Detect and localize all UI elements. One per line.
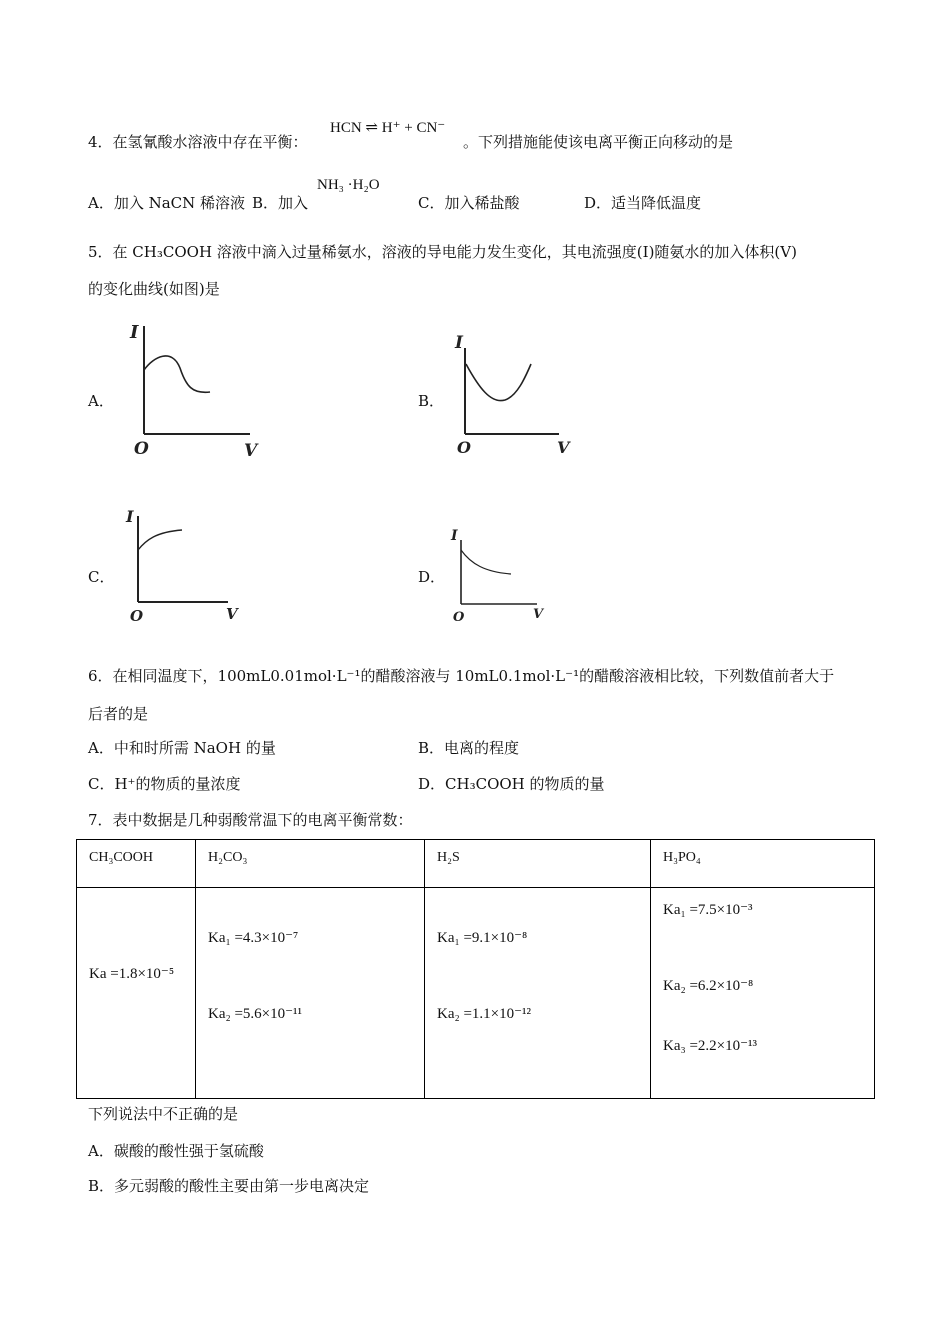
- table-cell-h2s: [425, 888, 651, 1099]
- q4-equation: HCN ⇌ H⁺ + CN⁻: [330, 120, 446, 136]
- q4-suffix: 。下列措施能使该电离平衡正向移动的是: [463, 133, 734, 151]
- q4-option-a: A．加入 NaCN 稀溶液: [88, 194, 246, 212]
- ka2-h3po4: Ka₂ =6.2×10⁻⁸: [663, 978, 754, 994]
- q6-stem-line2: 后者的是: [88, 705, 149, 723]
- graph-a: [120, 318, 270, 463]
- q5-option-d: D．: [418, 568, 446, 586]
- ka2-h2s: Ka₂ =1.1×10⁻¹²: [437, 1006, 532, 1022]
- graph-c: [120, 502, 250, 628]
- graph-b-origin: O: [457, 438, 471, 457]
- graph-d: [445, 522, 555, 627]
- table-cell-ch3cooh: [77, 888, 196, 1099]
- graph-b-x-label: V: [557, 438, 570, 457]
- q5-stem-line1: 5．在 CH₃COOH 溶液中滴入过量稀氨水，溶液的导电能力发生变化，其电流强度(I)随氨水的加入体积(V): [88, 243, 797, 261]
- graph-d-x-label: V: [533, 607, 544, 622]
- ka1-h2s: Ka₁ =9.1×10⁻⁸: [437, 930, 528, 946]
- q7-after-table: 下列说法中不正确的是: [88, 1105, 239, 1123]
- q4-prefix: 4．在氢氰酸水溶液中存在平衡：: [88, 133, 308, 151]
- graph-c-y-label: I: [126, 507, 134, 526]
- q4-option-d: D．适当降低温度: [584, 194, 702, 212]
- table-header-h3po4: H₃PO₄: [651, 840, 875, 888]
- ka1-h2co3: Ka₁ =4.3×10⁻⁷: [208, 930, 299, 946]
- q4-option-b-formula: NH₃ ·H₂O: [317, 177, 380, 193]
- q5-stem-line2: 的变化曲线(如图)是: [88, 280, 220, 298]
- q6-option-d: D．CH₃COOH 的物质的量: [418, 775, 605, 793]
- ionization-constants-table: [76, 839, 875, 1099]
- graph-b: [445, 328, 585, 463]
- ka1-h3po4: Ka₁ =7.5×10⁻³: [663, 902, 753, 918]
- ka3-h3po4: Ka₃ =2.2×10⁻¹³: [663, 1038, 758, 1054]
- q6-option-c: C．H⁺的物质的量浓度: [88, 775, 241, 793]
- q4-option-c: C．加入稀盐酸: [418, 194, 520, 212]
- q7-stem: 7．表中数据是几种弱酸常温下的电离平衡常数：: [88, 811, 413, 829]
- q4-option-b-label: B．加入: [252, 194, 309, 212]
- q6-stem-line1: 6．在相同温度下，100mL0.01mol·L⁻¹的醋酸溶液与 10mL0.1mol·L⁻¹的醋酸溶液相比较，下列数值前者大于: [88, 667, 835, 685]
- table-header-h2co3: H₂CO₃: [196, 840, 425, 888]
- graph-a-origin: O: [134, 439, 149, 459]
- ka2-h2co3: Ka₂ =5.6×10⁻¹¹: [208, 1006, 303, 1022]
- q7-option-b: B．多元弱酸的酸性主要由第一步电离决定: [88, 1177, 370, 1195]
- graph-d-y-label: I: [451, 528, 458, 544]
- table-header-h2s: H₂S: [425, 840, 651, 888]
- graph-d-origin: O: [453, 610, 465, 625]
- graph-a-x-label: V: [244, 441, 258, 461]
- q7-option-a: A．碳酸的酸性强于氢硫酸: [88, 1142, 264, 1160]
- graph-c-x-label: V: [226, 605, 238, 623]
- graph-c-origin: O: [130, 607, 144, 625]
- q6-option-b: B．电离的程度: [418, 739, 520, 757]
- table-cell-h2co3: [196, 888, 425, 1099]
- ka-ch3cooh: Ka =1.8×10⁻⁵: [89, 966, 175, 982]
- q5-option-b: B．: [418, 392, 445, 410]
- graph-b-y-label: I: [455, 333, 463, 353]
- q5-option-c: C．: [88, 568, 115, 586]
- graph-a-y-label: I: [130, 322, 139, 343]
- table-header-ch3cooh: CH₃COOH: [77, 840, 196, 888]
- q6-option-a: A．中和时所需 NaOH 的量: [88, 739, 276, 757]
- q5-option-a: A．: [88, 392, 114, 410]
- table-cell-h3po4: [651, 888, 875, 1099]
